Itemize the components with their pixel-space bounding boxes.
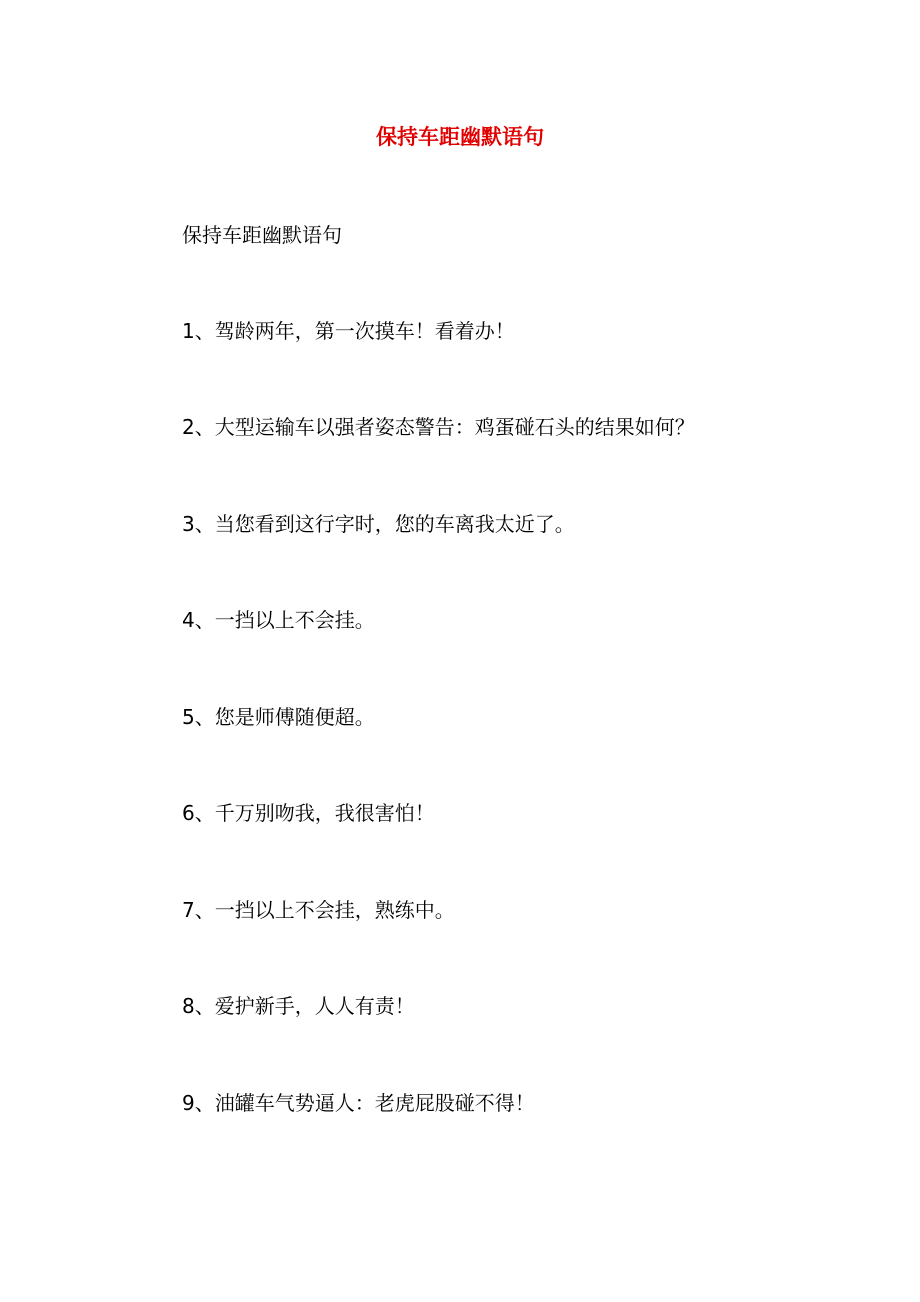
list-item-text: 当您看到这行字时，您的车离我太近了。 (214, 512, 575, 536)
list-item-number: 9、 (182, 1091, 215, 1115)
list-item (182, 1086, 535, 1120)
list-item (182, 796, 435, 830)
list-item (182, 893, 455, 927)
list-item-number: 3、 (182, 512, 215, 536)
list-item-number: 4、 (182, 608, 215, 632)
list-item-text: 驾龄两年，第一次摸车！看着办！ (214, 319, 515, 343)
list-item-text: 大型运输车以强者姿态警告：鸡蛋碰石头的结果如何？ (214, 415, 695, 439)
list-item-text: 油罐车气势逼人：老虎屁股碰不得！ (214, 1091, 535, 1115)
document-subtitle: 保持车距幽默语句 (182, 223, 342, 247)
list-item-number: 7、 (182, 898, 215, 922)
list-item-text: 您是师傅随便超。 (214, 705, 375, 729)
list-item (182, 314, 515, 348)
page-title: 保持车距幽默语句 (376, 125, 544, 149)
list-item-text: 一挡以上不会挂。 (214, 608, 375, 632)
list-item-number: 2、 (182, 415, 215, 439)
list-item-number: 5、 (182, 705, 215, 729)
list-item (182, 603, 375, 637)
list-item (182, 410, 695, 444)
list-item-text: 千万别吻我，我很害怕！ (214, 801, 435, 825)
list-item-number: 6、 (182, 801, 215, 825)
list-item-text: 一挡以上不会挂，熟练中。 (214, 898, 455, 922)
list-item (182, 989, 415, 1023)
list-item (182, 507, 575, 541)
list-item-number: 1、 (182, 319, 215, 343)
list-item-number: 8、 (182, 994, 215, 1018)
list-item-text: 爱护新手，人人有责！ (214, 994, 415, 1018)
list-item (182, 700, 375, 734)
